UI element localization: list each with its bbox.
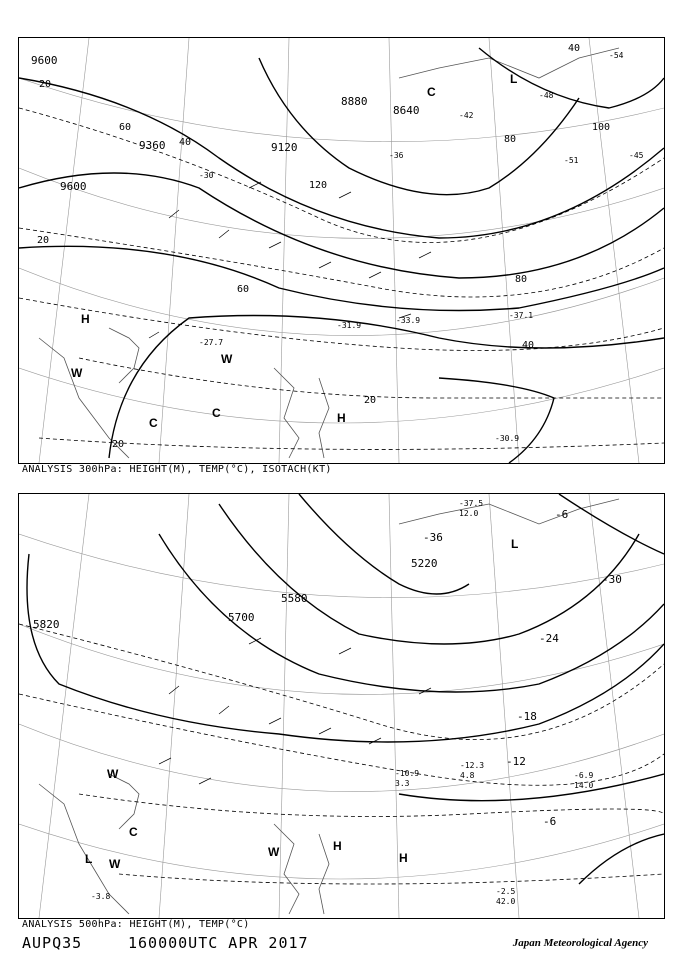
svg-text:-6: -6 [555,508,569,521]
svg-text:-31.9: -31.9 [337,321,362,330]
svg-text:-6: -6 [543,815,557,828]
svg-text:120: 120 [309,180,328,191]
map-300hpa [18,37,665,464]
agency-credit: Japan Meteorological Agency [512,937,648,949]
svg-text:-37.1: -37.1 [509,311,534,320]
svg-text:20: 20 [39,79,52,90]
pressure-systems [85,537,518,871]
svg-text:-33.9: -33.9 [396,316,421,325]
svg-text:42.0: 42.0 [496,897,516,906]
valid-time: 160000UTC APR 2017 [128,934,309,952]
svg-text:20: 20 [364,395,377,406]
height-label: 8880 [341,95,368,108]
station-values [91,499,593,906]
warm-symbol: W [268,845,280,859]
caption-500hpa: ANALYSIS 500hPa: HEIGHT(M), TEMP(°C) [22,919,250,930]
high-symbol: H [333,839,342,853]
svg-text:4.8: 4.8 [460,771,475,780]
svg-text:-2.5: -2.5 [496,887,516,896]
map-300hpa-canvas [19,38,664,463]
height-contours [19,48,664,463]
svg-text:40: 40 [522,340,535,351]
svg-text:-18: -18 [517,710,537,723]
svg-text:-36: -36 [423,531,443,544]
svg-text:80: 80 [504,134,517,145]
height-label: 5220 [411,557,438,570]
wind-barbs [149,182,431,338]
svg-text:40: 40 [568,43,581,54]
temp-labels [199,51,644,443]
caption-300hpa: ANALYSIS 300hPa: HEIGHT(M), TEMP(°C), ISOTACH(KT) [22,464,332,475]
isotherm-labels [423,508,622,828]
svg-text:-12: -12 [506,755,526,768]
cold-symbol: C [212,406,221,420]
pressure-systems [71,72,517,430]
svg-text:80: 80 [515,274,528,285]
warm-symbol: W [221,352,233,366]
height-label: 5580 [281,592,308,605]
svg-text:-45: -45 [629,151,644,160]
high-symbol: H [81,312,90,326]
svg-text:-30.9: -30.9 [495,434,520,443]
low-symbol: L [511,537,519,551]
chart-code: AUPQ35 [22,934,83,952]
height-label: 9600 [31,54,58,67]
svg-text:-54: -54 [609,51,624,60]
svg-text:-42: -42 [459,111,474,120]
svg-text:-10.9: -10.9 [395,769,420,778]
svg-text:12.0: 12.0 [459,509,479,518]
height-label: 5820 [33,618,60,631]
graticule [19,494,664,918]
svg-text:-12.3: -12.3 [460,761,485,770]
warm-symbol: W [71,366,83,380]
svg-text:-6.9: -6.9 [574,771,594,780]
svg-text:-30: -30 [602,573,622,586]
low-symbol: L [510,72,518,86]
svg-text:-27.7: -27.7 [199,338,224,347]
svg-text:-36: -36 [389,151,404,160]
svg-text:-48: -48 [539,91,554,100]
height-labels [33,557,438,631]
svg-text:-37.5: -37.5 [459,499,484,508]
height-label: 8640 [393,104,420,117]
cold-symbol: C [427,85,436,99]
svg-text:100: 100 [592,122,611,133]
warm-symbol: W [107,767,119,781]
svg-text:3.3: 3.3 [395,779,410,788]
high-symbol: H [399,851,408,865]
height-label: 9120 [271,141,298,154]
svg-text:-30: -30 [199,171,214,180]
high-symbol: H [337,411,346,425]
svg-text:-51: -51 [564,156,579,165]
height-label: 9600 [60,180,87,193]
svg-text:14.0: 14.0 [574,781,594,790]
map-500hpa [18,493,665,919]
cold-symbol: C [149,416,158,430]
svg-text:20: 20 [37,235,50,246]
svg-text:-24: -24 [539,632,559,645]
svg-text:-3.8: -3.8 [91,892,111,901]
svg-text:60: 60 [119,122,132,133]
height-label: 5700 [228,611,255,624]
map-500hpa-canvas [19,494,664,918]
wind-barbs [159,638,431,784]
warm-symbol: W [109,857,121,871]
svg-text:20: 20 [112,439,125,450]
height-labels [31,54,420,193]
cold-symbol: C [129,825,138,839]
svg-text:60: 60 [237,284,250,295]
height-label: 9360 [139,139,166,152]
svg-text:40: 40 [179,137,192,148]
low-symbol: L [85,852,93,866]
